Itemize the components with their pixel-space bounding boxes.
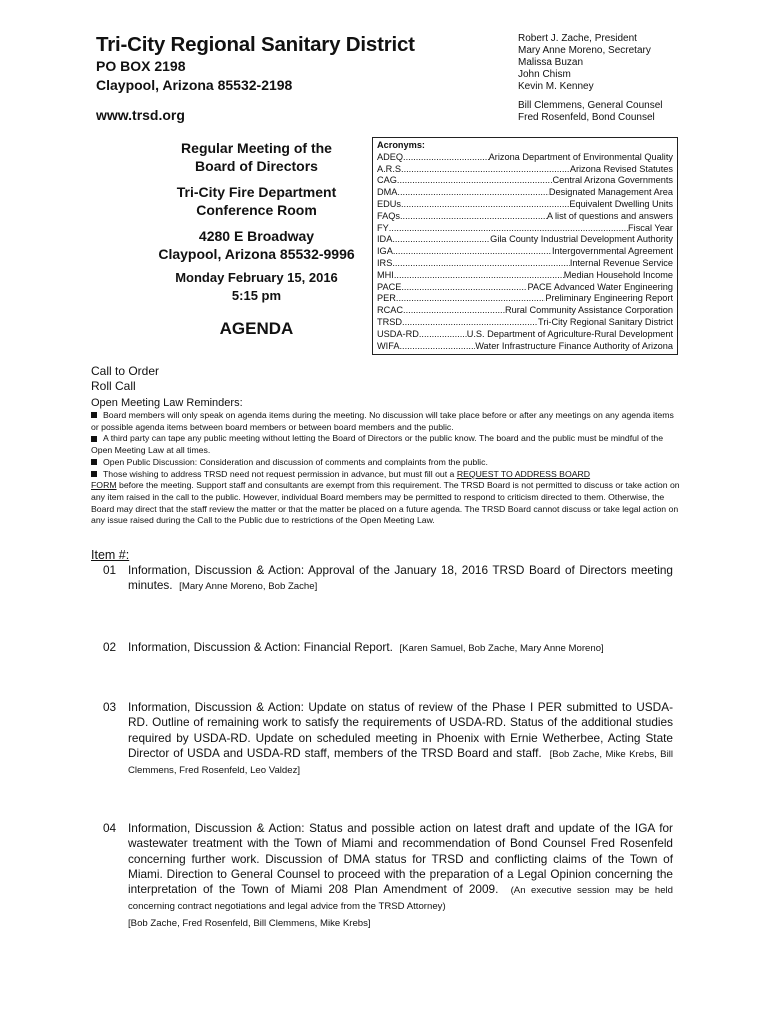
acronym-term: A.R.S. xyxy=(377,163,404,174)
acronym-term: FAQs xyxy=(377,210,400,221)
acronym-row xyxy=(377,164,673,176)
acronym-row xyxy=(377,223,673,235)
meeting-address xyxy=(104,227,409,263)
acronym-definition: Gila County Industrial Development Authority xyxy=(490,234,673,245)
oml-bullet-text: A third party can tape any public meeting without letting the Board of Directors or the public know. The board and the public must be mindful of the Open Meeting Law at all times. xyxy=(91,433,664,456)
acronyms-list xyxy=(377,152,673,353)
leader-dots xyxy=(403,305,505,317)
acronym-definition: U.S. Department of Agriculture-Rural Development xyxy=(466,328,673,339)
acronym-term: MHI xyxy=(377,269,394,280)
item-text: Information, Discussion & Action: Update on status of review of the Phase I PER submitted to USDA-RD. Outline of remaining work to satisfy the requirements of USDA-RD. Status of the additional studies required by USDA-RD. Update on scheduled meeting in Phoenix with Ernie Wetherbee, Acting State Director of USDA and USDA-RD staff, members of the TRSD Board and staff. xyxy=(128,700,673,760)
acronym-definition: Rural Community Assistance Corporation xyxy=(505,305,673,316)
acronym-term: EDUs xyxy=(377,198,401,209)
meeting-location xyxy=(104,183,409,219)
oml-bullet xyxy=(91,457,681,469)
item-number: 02 xyxy=(103,640,117,654)
leader-dots xyxy=(401,199,569,211)
agenda-item xyxy=(103,563,673,595)
leader-dots xyxy=(400,211,547,223)
item-number: 01 xyxy=(103,563,117,577)
leader-dots xyxy=(393,246,552,258)
website-link[interactable]: www.trsd.org xyxy=(96,107,185,123)
leader-dots xyxy=(392,234,490,246)
acronym-term: ADEQ xyxy=(377,151,404,162)
meeting-location-line2: Conference Room xyxy=(196,202,317,218)
leader-dots xyxy=(399,341,475,353)
leader-dots xyxy=(404,164,570,176)
meeting-title-line2: Board of Directors xyxy=(195,158,318,174)
acronym-term: IRS xyxy=(377,257,393,268)
oml-bullet xyxy=(91,433,681,456)
leader-dots xyxy=(403,152,489,164)
acronym-row xyxy=(377,175,673,187)
leader-dots xyxy=(397,175,553,187)
roll-call: Roll Call xyxy=(91,379,136,393)
request-form-link-cont[interactable]: FORM xyxy=(91,480,117,491)
officer-name: Kevin M. Kenney xyxy=(518,81,594,92)
acronym-definition: Tri-City Regional Sanitary District xyxy=(538,316,673,327)
meeting-address-line1: 4280 E Broadway xyxy=(198,228,315,244)
acronym-term: USDA-RD xyxy=(377,328,419,339)
leader-dots xyxy=(396,293,545,305)
oml-bullet-text: Those wishing to address TRSD need not request permission in advance, but must fill out a xyxy=(103,468,457,479)
item-number: 04 xyxy=(103,821,117,835)
acronym-row xyxy=(377,246,673,258)
leader-dots xyxy=(392,258,570,270)
leader-dots xyxy=(401,282,527,294)
acronym-row xyxy=(377,341,673,353)
item-text: Information, Discussion & Action: Status and possible action on latest draft and update of the IGA for wastewater treatment with the Town of Miami and recommendation of Bond Counsel Fred Rosenfeld concerning further work. Discussion of DMA status for TRSD and conflicting claims of the Town of Miami. Direction to General Counsel to proceed with the preparation of a Legal Opinion concerning the interpretation of the Town of Miami 208 Plan Amendment of 2009. xyxy=(128,821,673,897)
acronym-definition: Median Household Income xyxy=(563,269,673,280)
acronym-row xyxy=(377,317,673,329)
acronym-row xyxy=(377,187,673,199)
acronym-term: RCAC xyxy=(377,305,404,316)
officer-name: Malissa Buzan xyxy=(518,57,584,68)
item-text: Information, Discussion & Action: Financial Report. xyxy=(128,640,393,654)
acronym-definition: PACE Advanced Water Engineering xyxy=(527,281,673,292)
leader-dots xyxy=(397,187,548,199)
acronym-term: IGA xyxy=(377,246,393,257)
square-bullet-icon xyxy=(91,459,97,465)
square-bullet-icon xyxy=(91,471,97,477)
acronym-row xyxy=(377,199,673,211)
acronym-row xyxy=(377,152,673,164)
acronym-row xyxy=(377,293,673,305)
acronym-row xyxy=(377,305,673,317)
item-note: (An executive session may be held concerning contract negotiations and legal advice from the TRSD Attorney) xyxy=(128,885,673,913)
meeting-address-line2: Claypool, Arizona 85532-9996 xyxy=(158,246,355,262)
item-presenters: [Bob Zache, Fred Rosenfeld, Bill Clemmens, Mike Krebs] xyxy=(128,917,371,929)
item-presenters: [Karen Samuel, Bob Zache, Mary Anne Moreno] xyxy=(399,643,604,654)
acronym-definition: Arizona Revised Statutes xyxy=(569,163,673,174)
item-presenters: [Bob Zache, Mike Krebs, Bill Clemmens, Fred Rosenfeld, Leo Valdez] xyxy=(128,748,673,777)
leader-dots xyxy=(402,317,538,329)
oml-bullet-text: Board members will only speak on agenda items during the meeting. No discussion will take place before or after any meetings on any agenda items or possible agenda items between board members or between board members and the public. xyxy=(91,410,674,432)
acronym-term: TRSD xyxy=(377,316,403,327)
oml-bullet xyxy=(91,469,681,528)
acronym-definition: Arizona Department of Environmental Quality xyxy=(488,151,673,162)
acronym-term: WIFA xyxy=(377,340,400,351)
meeting-title xyxy=(104,139,409,175)
counsel-list xyxy=(518,100,663,124)
acronym-definition: Central Arizona Governments xyxy=(552,175,673,186)
acronym-term: PACE xyxy=(377,281,402,292)
item-presenters: [Mary Anne Moreno, Bob Zache] xyxy=(179,581,318,593)
acronym-definition: A list of questions and answers xyxy=(546,210,673,221)
oml-heading: Open Meeting Law Reminders: xyxy=(91,397,243,409)
acronym-row xyxy=(377,329,673,341)
items-heading xyxy=(91,548,681,562)
officer-list xyxy=(518,33,651,93)
acronyms-title: Acronyms: xyxy=(377,140,425,150)
call-to-order: Call to Order xyxy=(91,364,160,378)
agenda-item xyxy=(103,700,673,778)
agenda-item xyxy=(103,640,673,656)
leader-dots xyxy=(394,270,564,282)
acronym-term: DMA xyxy=(377,187,398,198)
counsel-name: Fred Rosenfeld, Bond Counsel xyxy=(518,112,655,123)
acronym-row xyxy=(377,282,673,294)
acronym-row xyxy=(377,258,673,270)
meeting-title-line1: Regular Meeting of the xyxy=(181,140,332,156)
counsel-name: Bill Clemmens, General Counsel xyxy=(518,100,663,111)
acronym-term: FY xyxy=(377,222,389,233)
leader-dots xyxy=(389,223,628,235)
acronym-term: IDA xyxy=(377,234,393,245)
items-heading-text: Item #: xyxy=(91,548,130,562)
leader-dots xyxy=(419,329,467,341)
acronym-row xyxy=(377,270,673,282)
request-form-link[interactable]: REQUEST TO ADDRESS BOARD xyxy=(456,468,591,479)
agenda-item xyxy=(103,821,673,931)
meeting-location-line1: Tri-City Fire Department xyxy=(176,184,337,200)
acronym-definition: Preliminary Engineering Report xyxy=(545,293,673,304)
acronyms-box xyxy=(372,137,678,355)
acronym-definition: Intergovernmental Agreement xyxy=(551,246,673,257)
oml-bullet-text: Open Public Discussion: Consideration and discussion of comments and complaints from the public. xyxy=(103,456,488,467)
meeting-time: 5:15 pm xyxy=(231,288,282,303)
agenda-label: AGENDA xyxy=(219,319,294,338)
officer-name: Mary Anne Moreno, Secretary xyxy=(518,45,651,56)
officer-name: Robert J. Zache, President xyxy=(518,33,637,44)
acronym-definition: Equivalent Dwelling Units xyxy=(569,198,673,209)
acronym-definition: Fiscal Year xyxy=(628,222,673,233)
acronym-term: CAG xyxy=(377,175,397,186)
acronym-row xyxy=(377,234,673,246)
acronym-row xyxy=(377,211,673,223)
meeting-datetime xyxy=(104,269,409,305)
oml-bullet xyxy=(91,410,681,433)
oml-reminders xyxy=(91,410,681,527)
org-name: Tri-City Regional Sanitary District xyxy=(96,33,415,56)
meeting-date: Monday February 15, 2016 xyxy=(175,270,338,285)
acronym-term: PER xyxy=(377,293,396,304)
square-bullet-icon xyxy=(91,412,97,418)
acronym-definition: Water Infrastructure Finance Authority of Arizona xyxy=(475,340,673,351)
item-number: 03 xyxy=(103,700,117,714)
square-bullet-icon xyxy=(91,436,97,442)
po-box: PO BOX 2198 xyxy=(96,58,186,74)
acronym-definition: Internal Revenue Service xyxy=(569,257,673,268)
org-city: Claypool, Arizona 85532-2198 xyxy=(96,77,293,93)
item-text: Information, Discussion & Action: Approval of the January 18, 2016 TRSD Board of Directors meeting minutes. xyxy=(128,563,673,593)
acronym-definition: Designated Management Area xyxy=(548,187,673,198)
officer-name: John Chism xyxy=(518,69,571,80)
oml-bullet-text: before the meeting. Support staff and consultants are exempt from this requirement. The TRSD Board is not permitted to discuss or take action on any item raised in the call to the public. However, individual Board members may be permitted to respond to criticism directed to them. Otherwise, the Board may direct that the staff review the matter or that the matter be placed on a future agenda. The TRSD Board cannot discuss or take legal action on any issue raised during the Call to the Public due to restrictions of the Open Meeting Law. xyxy=(91,480,680,526)
